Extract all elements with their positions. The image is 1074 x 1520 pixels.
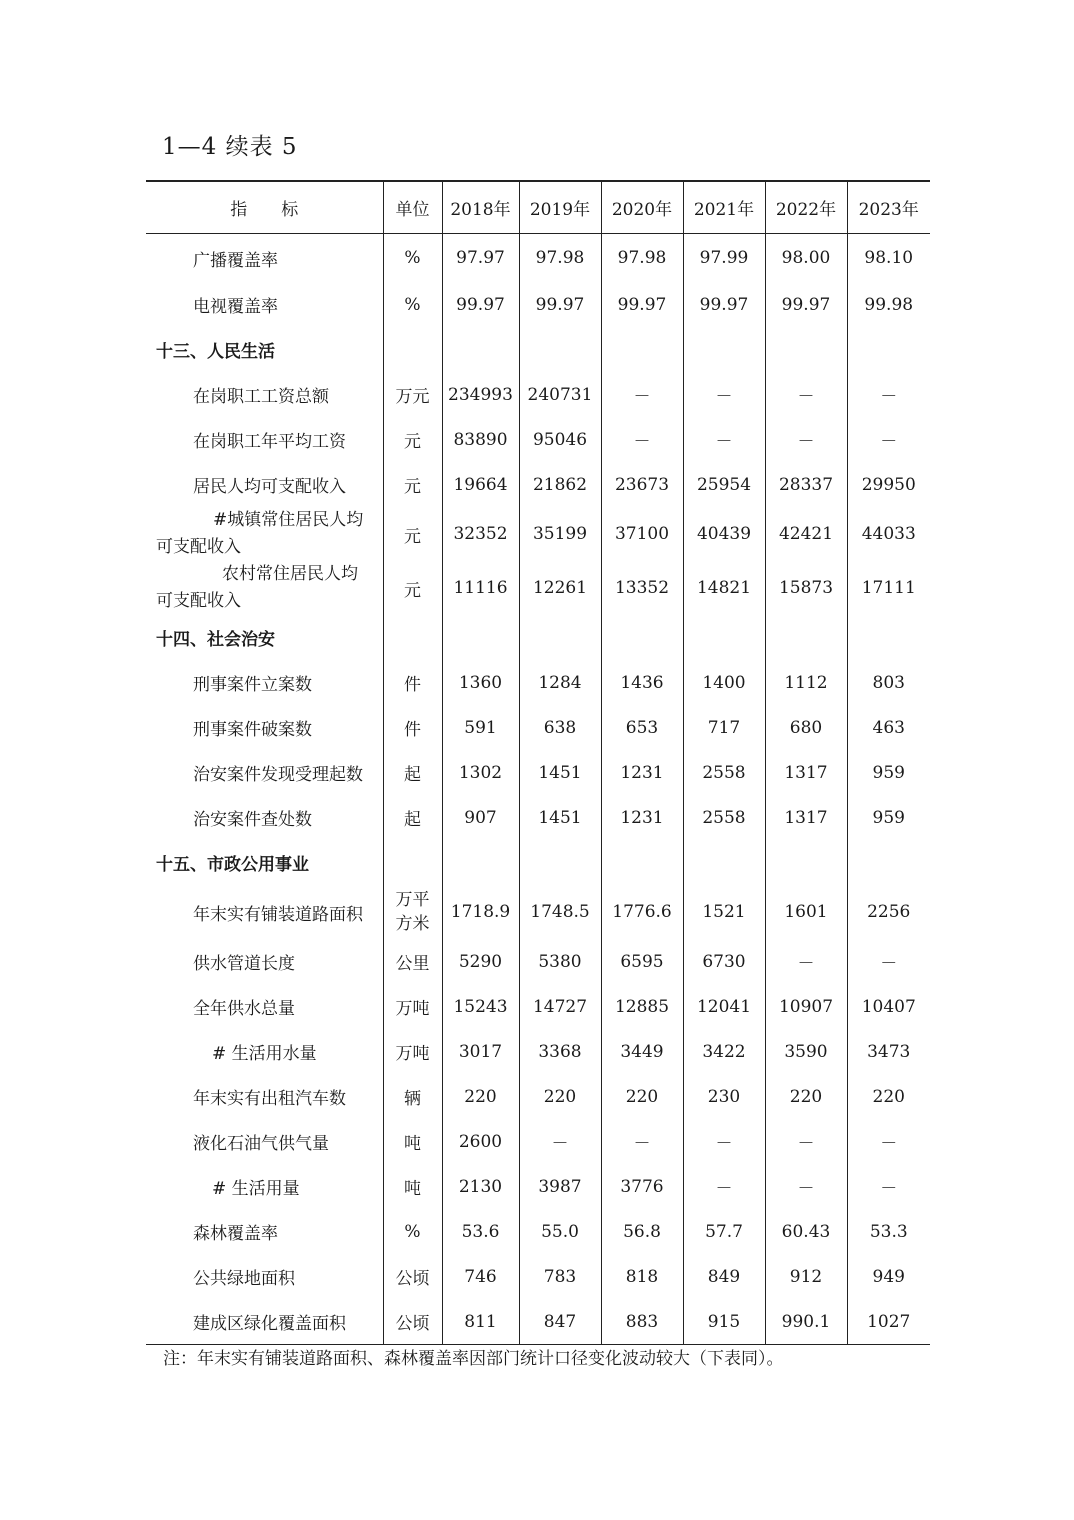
- value-cell: 2558: [683, 795, 765, 840]
- table-row: [146, 1254, 930, 1299]
- value-cell: 1360: [442, 660, 519, 705]
- value-cell: 849: [683, 1254, 765, 1299]
- table-row: [146, 1074, 930, 1119]
- value-cell: －: [847, 372, 930, 417]
- value-cell: 42421: [765, 507, 847, 561]
- value-cell: －: [765, 939, 847, 984]
- empty-cell: [601, 327, 683, 372]
- table-row: [146, 705, 930, 750]
- unit-cell: 公顷: [383, 1254, 442, 1299]
- header-indicator: 指 标: [146, 181, 383, 234]
- indicator-name: 森林覆盖率: [193, 1224, 278, 1244]
- empty-cell: [442, 615, 519, 660]
- value-cell: 220: [442, 1074, 519, 1119]
- table-row: [146, 939, 930, 984]
- value-cell: 803: [847, 660, 930, 705]
- unit-cell: 起: [383, 750, 442, 795]
- header-unit: 单位: [383, 181, 442, 234]
- value-cell: 463: [847, 705, 930, 750]
- indicator-name: [146, 561, 383, 615]
- value-cell: 11116: [442, 561, 519, 615]
- value-cell: 3590: [765, 1029, 847, 1074]
- value-cell: 99.97: [442, 282, 519, 327]
- unit-cell: 万元: [383, 372, 442, 417]
- value-cell: 17111: [847, 561, 930, 615]
- empty-cell: [442, 327, 519, 372]
- value-cell: 1436: [601, 660, 683, 705]
- unit-cell: %: [383, 282, 442, 327]
- value-cell: 97.98: [519, 234, 601, 283]
- value-cell: 234993: [442, 372, 519, 417]
- indicator-name: 治安案件查处数: [193, 810, 312, 830]
- value-cell: 2600: [442, 1119, 519, 1164]
- unit-cell: %: [383, 1209, 442, 1254]
- value-cell: －: [847, 1119, 930, 1164]
- unit-cell: 万吨: [383, 984, 442, 1029]
- value-cell: 1112: [765, 660, 847, 705]
- header-year: 2023年: [847, 181, 930, 234]
- table-row: [146, 561, 930, 615]
- indicator-name: # 生活用量: [212, 1179, 300, 1199]
- section-title: 十五、市政公用事业: [156, 855, 309, 875]
- empty-cell: [683, 615, 765, 660]
- indicator-name-line1: 农村常住居民人均: [222, 564, 358, 584]
- value-cell: 883: [601, 1299, 683, 1345]
- table-row: [146, 795, 930, 840]
- value-cell: 6730: [683, 939, 765, 984]
- unit-cell: 辆: [383, 1074, 442, 1119]
- value-cell: －: [683, 417, 765, 462]
- value-cell: 3422: [683, 1029, 765, 1074]
- value-cell: 28337: [765, 462, 847, 507]
- empty-cell: [519, 327, 601, 372]
- indicator-name: 在岗职工年平均工资: [193, 432, 346, 452]
- unit-cell: 吨: [383, 1119, 442, 1164]
- header-year: 2018年: [442, 181, 519, 234]
- value-cell: 97.98: [601, 234, 683, 283]
- value-cell: 230: [683, 1074, 765, 1119]
- table-row: [146, 984, 930, 1029]
- value-cell: 14821: [683, 561, 765, 615]
- unit-cell: 公里: [383, 939, 442, 984]
- indicator-name: 建成区绿化覆盖面积: [146, 1299, 383, 1345]
- value-cell: 990.1: [765, 1299, 847, 1345]
- value-cell: 1400: [683, 660, 765, 705]
- value-cell: 1451: [519, 750, 601, 795]
- value-cell: 57.7: [683, 1209, 765, 1254]
- value-cell: 99.98: [847, 282, 930, 327]
- table-row: [146, 1299, 930, 1345]
- value-cell: 15243: [442, 984, 519, 1029]
- value-cell: 14727: [519, 984, 601, 1029]
- value-cell: 55.0: [519, 1209, 601, 1254]
- statistics-table: [146, 180, 930, 1345]
- table-row: [146, 1119, 930, 1164]
- value-cell: 5380: [519, 939, 601, 984]
- value-cell: 638: [519, 705, 601, 750]
- empty-cell: [683, 840, 765, 885]
- value-cell: 907: [442, 795, 519, 840]
- empty-cell: [442, 840, 519, 885]
- value-cell: 97.97: [442, 234, 519, 283]
- value-cell: －: [601, 372, 683, 417]
- table-body: [146, 234, 930, 1345]
- indicator-name: 刑事案件立案数: [193, 675, 312, 695]
- value-cell: 2256: [847, 885, 930, 939]
- unit-cell: 吨: [383, 1164, 442, 1209]
- value-cell: 653: [601, 705, 683, 750]
- value-cell: －: [683, 372, 765, 417]
- value-cell: －: [847, 417, 930, 462]
- value-cell: 220: [519, 1074, 601, 1119]
- value-cell: 1451: [519, 795, 601, 840]
- indicator-name: 供水管道长度: [193, 954, 295, 974]
- value-cell: 3987: [519, 1164, 601, 1209]
- empty-cell: [765, 615, 847, 660]
- table-row: [146, 660, 930, 705]
- value-cell: 98.10: [847, 234, 930, 283]
- empty-cell: [765, 327, 847, 372]
- section-row: [146, 327, 930, 372]
- value-cell: 1601: [765, 885, 847, 939]
- value-cell: 53.6: [442, 1209, 519, 1254]
- empty-cell: [519, 840, 601, 885]
- value-cell: 23673: [601, 462, 683, 507]
- value-cell: 32352: [442, 507, 519, 561]
- unit-line2: 方米: [395, 914, 430, 934]
- value-cell: －: [765, 372, 847, 417]
- value-cell: 12041: [683, 984, 765, 1029]
- value-cell: 3017: [442, 1029, 519, 1074]
- value-cell: 2558: [683, 750, 765, 795]
- unit-cell: 件: [383, 705, 442, 750]
- value-cell: 1231: [601, 795, 683, 840]
- section-title: 十三、人民生活: [156, 342, 275, 362]
- indicator-name: 居民人均可支配收入: [193, 477, 346, 497]
- value-cell: 97.99: [683, 234, 765, 283]
- indicator-name-line2: 可支配收入: [156, 591, 241, 611]
- value-cell: －: [847, 1164, 930, 1209]
- value-cell: 99.97: [683, 282, 765, 327]
- value-cell: 10907: [765, 984, 847, 1029]
- value-cell: 60.43: [765, 1209, 847, 1254]
- indicator-name: 年末实有铺装道路面积: [193, 904, 363, 925]
- value-cell: 40439: [683, 507, 765, 561]
- value-cell: 21862: [519, 462, 601, 507]
- section-row: [146, 840, 930, 885]
- header-row: [146, 181, 930, 234]
- value-cell: 912: [765, 1254, 847, 1299]
- value-cell: 1302: [442, 750, 519, 795]
- indicator-name: 年末实有出租汽车数: [193, 1089, 346, 1109]
- header-year: 2021年: [683, 181, 765, 234]
- value-cell: 12261: [519, 561, 601, 615]
- section-title: 十四、社会治安: [156, 630, 275, 650]
- value-cell: 240731: [519, 372, 601, 417]
- empty-cell: [601, 615, 683, 660]
- value-cell: 29950: [847, 462, 930, 507]
- value-cell: 959: [847, 795, 930, 840]
- indicator-name: 治安案件发现受理起数: [193, 765, 363, 785]
- header-year: 2022年: [765, 181, 847, 234]
- value-cell: 783: [519, 1254, 601, 1299]
- value-cell: 3473: [847, 1029, 930, 1074]
- value-cell: －: [765, 417, 847, 462]
- indicator-name: 刑事案件破案数: [193, 720, 312, 740]
- indicator-name: 全年供水总量: [193, 999, 295, 1019]
- value-cell: －: [519, 1119, 601, 1164]
- table-row: [146, 282, 930, 327]
- indicator-name: # 生活用水量: [212, 1044, 317, 1064]
- value-cell: 99.97: [765, 282, 847, 327]
- indicator-name-line1: #城镇常住居民人均: [213, 510, 364, 530]
- value-cell: 1317: [765, 750, 847, 795]
- value-cell: 99.97: [601, 282, 683, 327]
- unit-cell: 件: [383, 660, 442, 705]
- unit-cell: 元: [383, 417, 442, 462]
- indicator-name: [146, 507, 383, 561]
- table-row: [146, 417, 930, 462]
- value-cell: 37100: [601, 507, 683, 561]
- header-year: 2019年: [519, 181, 601, 234]
- value-cell: 1748.5: [519, 885, 601, 939]
- unit-line1: 万平: [395, 890, 430, 910]
- value-cell: －: [765, 1119, 847, 1164]
- value-cell: 2130: [442, 1164, 519, 1209]
- table-row: [146, 750, 930, 795]
- indicator-name: 电视覆盖率: [193, 297, 278, 317]
- value-cell: 220: [847, 1074, 930, 1119]
- unit-cell: [383, 885, 442, 939]
- value-cell: 99.97: [519, 282, 601, 327]
- indicator-name: 广播覆盖率: [193, 250, 278, 271]
- table-row: [146, 507, 930, 561]
- unit-cell: 起: [383, 795, 442, 840]
- value-cell: 3368: [519, 1029, 601, 1074]
- value-cell: －: [683, 1119, 765, 1164]
- value-cell: 1776.6: [601, 885, 683, 939]
- value-cell: 98.00: [765, 234, 847, 283]
- empty-cell: [383, 615, 442, 660]
- unit-cell: 公顷: [383, 1299, 442, 1345]
- value-cell: 1284: [519, 660, 601, 705]
- value-cell: －: [847, 939, 930, 984]
- value-cell: 746: [442, 1254, 519, 1299]
- indicator-name: 液化石油气供气量: [193, 1134, 329, 1154]
- empty-cell: [601, 840, 683, 885]
- value-cell: 1718.9: [442, 885, 519, 939]
- value-cell: －: [683, 1164, 765, 1209]
- empty-cell: [847, 327, 930, 372]
- value-cell: 220: [765, 1074, 847, 1119]
- table-title: 1—4 续表 5: [162, 134, 298, 160]
- unit-cell: 元: [383, 507, 442, 561]
- value-cell: －: [601, 1119, 683, 1164]
- empty-cell: [847, 840, 930, 885]
- empty-cell: [765, 840, 847, 885]
- value-cell: 95046: [519, 417, 601, 462]
- empty-cell: [683, 327, 765, 372]
- value-cell: 3449: [601, 1029, 683, 1074]
- value-cell: 56.8: [601, 1209, 683, 1254]
- value-cell: －: [765, 1164, 847, 1209]
- table-row: [146, 372, 930, 417]
- header-year: 2020年: [601, 181, 683, 234]
- table-row: [146, 234, 930, 283]
- value-cell: 13352: [601, 561, 683, 615]
- empty-cell: [383, 327, 442, 372]
- value-cell: －: [601, 417, 683, 462]
- value-cell: 19664: [442, 462, 519, 507]
- table-note: 注：年末实有铺装道路面积、森林覆盖率因部门统计口径变化波动较大（下表同）。: [163, 1349, 784, 1369]
- table-row: [146, 1029, 930, 1074]
- indicator-name: 在岗职工工资总额: [193, 387, 329, 407]
- unit-cell: %: [383, 234, 442, 283]
- unit-cell: 元: [383, 561, 442, 615]
- unit-cell: 元: [383, 462, 442, 507]
- value-cell: 15873: [765, 561, 847, 615]
- table-row: [146, 1209, 930, 1254]
- value-cell: 220: [601, 1074, 683, 1119]
- table-row: [146, 885, 930, 939]
- value-cell: 1317: [765, 795, 847, 840]
- value-cell: 1027: [847, 1299, 930, 1345]
- value-cell: 10407: [847, 984, 930, 1029]
- value-cell: 83890: [442, 417, 519, 462]
- indicator-name: 公共绿地面积: [193, 1269, 295, 1289]
- value-cell: 847: [519, 1299, 601, 1345]
- unit-cell: 万吨: [383, 1029, 442, 1074]
- value-cell: 53.3: [847, 1209, 930, 1254]
- value-cell: 25954: [683, 462, 765, 507]
- empty-cell: [383, 840, 442, 885]
- table-row: [146, 1164, 930, 1209]
- indicator-name-line2: 可支配收入: [156, 537, 241, 557]
- value-cell: 959: [847, 750, 930, 795]
- value-cell: 12885: [601, 984, 683, 1029]
- value-cell: 44033: [847, 507, 930, 561]
- empty-cell: [847, 615, 930, 660]
- value-cell: 717: [683, 705, 765, 750]
- value-cell: 680: [765, 705, 847, 750]
- table-row: [146, 462, 930, 507]
- section-row: [146, 615, 930, 660]
- value-cell: 949: [847, 1254, 930, 1299]
- value-cell: 915: [683, 1299, 765, 1345]
- value-cell: 3776: [601, 1164, 683, 1209]
- empty-cell: [519, 615, 601, 660]
- value-cell: 35199: [519, 507, 601, 561]
- value-cell: 811: [442, 1299, 519, 1345]
- value-cell: 6595: [601, 939, 683, 984]
- value-cell: 818: [601, 1254, 683, 1299]
- value-cell: 1521: [683, 885, 765, 939]
- value-cell: 1231: [601, 750, 683, 795]
- value-cell: 5290: [442, 939, 519, 984]
- value-cell: 591: [442, 705, 519, 750]
